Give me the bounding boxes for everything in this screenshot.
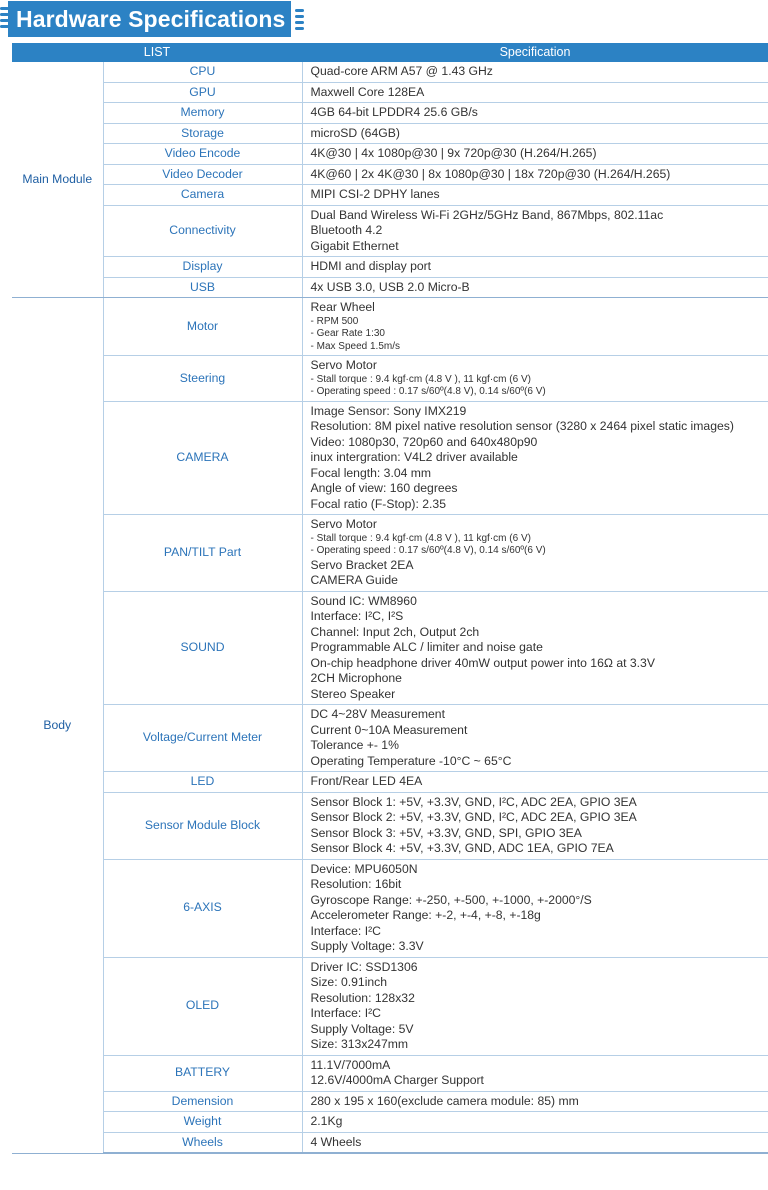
spec-line: Servo Bracket 2EA bbox=[310, 557, 414, 572]
spec-line: Resolution: 16bit bbox=[310, 877, 402, 891]
table-row bbox=[12, 123, 768, 144]
spec-line: Tolerance +- 1% bbox=[310, 738, 399, 752]
spec-line: Supply Voltage: 3.3V bbox=[310, 939, 424, 953]
item-cell: Display bbox=[103, 257, 302, 278]
category-cell: Body bbox=[12, 298, 103, 1154]
spec-cell bbox=[302, 792, 768, 859]
table-row bbox=[12, 277, 768, 298]
item-cell: GPU bbox=[103, 82, 302, 103]
spec-line: 4K@30 | 4x 1080p@30 | 9x 720p@30 (H.264/H.265) bbox=[310, 146, 597, 160]
spec-cell bbox=[302, 591, 768, 705]
spec-line: Operating Temperature -10°C ~ 65°C bbox=[310, 753, 512, 768]
spec-line: 4GB 64-bit LPDDR4 25.6 GB/s bbox=[310, 105, 478, 119]
spec-line: Supply Voltage: 5V bbox=[310, 1021, 414, 1036]
spec-line: 2CH Microphone bbox=[310, 671, 402, 685]
spec-cell bbox=[302, 298, 768, 356]
item-cell: Video Encode bbox=[103, 144, 302, 165]
spec-table-body bbox=[12, 62, 768, 1153]
table-row bbox=[12, 103, 768, 124]
spec-subline: - Gear Rate 1:30 bbox=[310, 328, 385, 339]
spec-subline: - Operating speed : 0.17 s/60º(4.8 V), 0.14 s/60º(6 V) bbox=[310, 386, 546, 397]
header-list: LIST bbox=[12, 43, 302, 62]
spec-line: DC 4~28V Measurement bbox=[310, 707, 445, 721]
table-row bbox=[12, 205, 768, 257]
spec-cell bbox=[302, 705, 768, 772]
table-row bbox=[12, 792, 768, 859]
spec-line: Focal ratio (F-Stop): 2.35 bbox=[310, 496, 446, 511]
spec-line: Driver IC: SSD1306 bbox=[310, 959, 418, 974]
table-row bbox=[12, 401, 768, 515]
item-cell: Wheels bbox=[103, 1132, 302, 1153]
table-row bbox=[12, 591, 768, 705]
spec-line: Gigabit Ethernet bbox=[310, 238, 399, 253]
spec-line: Sound IC: WM8960 bbox=[310, 593, 417, 608]
spec-line: 4K@60 | 2x 4K@30 | 8x 1080p@30 | 18x 720p@30 (H.264/H.265) bbox=[310, 166, 671, 181]
item-cell: OLED bbox=[103, 957, 302, 1055]
table-row bbox=[12, 185, 768, 206]
table-row bbox=[12, 1055, 768, 1091]
spec-line: Stereo Speaker bbox=[310, 686, 396, 701]
item-cell: Camera bbox=[103, 185, 302, 206]
header-spec: Specification bbox=[302, 43, 768, 62]
spec-table bbox=[12, 43, 768, 1154]
spec-line: Programmable ALC / limiter and noise gate bbox=[310, 640, 543, 654]
spec-subline: - Operating speed : 0.17 s/60º(4.8 V), 0.14 s/60º(6 V) bbox=[310, 545, 546, 556]
spec-line: Accelerometer Range: +-2, +-4, +-8, +-18g bbox=[310, 908, 541, 922]
item-cell: Connectivity bbox=[103, 205, 302, 257]
item-cell: 6-AXIS bbox=[103, 859, 302, 957]
table-row bbox=[12, 515, 768, 592]
item-cell: Memory bbox=[103, 103, 302, 124]
spec-cell bbox=[302, 103, 768, 124]
item-cell: Storage bbox=[103, 123, 302, 144]
title-bar bbox=[0, 0, 304, 38]
item-cell: Steering bbox=[103, 356, 302, 402]
spec-line: Device: MPU6050N bbox=[310, 861, 418, 876]
spec-subline: - Max Speed 1.5m/s bbox=[310, 340, 400, 352]
spec-cell bbox=[302, 144, 768, 165]
spec-line: Maxwell Core 128EA bbox=[310, 84, 425, 99]
spec-line: Image Sensor: Sony IMX219 bbox=[310, 403, 467, 418]
table-row bbox=[12, 144, 768, 165]
spec-line: Servo Motor bbox=[310, 517, 377, 531]
spec-cell bbox=[302, 164, 768, 185]
item-cell: USB bbox=[103, 277, 302, 298]
spec-line: Current 0~10A Measurement bbox=[310, 722, 468, 737]
spec-cell bbox=[302, 82, 768, 103]
spec-line: Dual Band Wireless Wi-Fi 2GHz/5GHz Band, 867Mbps, 802.11ac bbox=[310, 207, 664, 222]
spec-cell bbox=[302, 205, 768, 257]
spec-line: Interface: I²C, I²S bbox=[310, 609, 404, 623]
spec-cell bbox=[302, 859, 768, 957]
spec-line: Interface: I²C bbox=[310, 1006, 381, 1020]
table-row bbox=[12, 1132, 768, 1153]
spec-line: Channel: Input 2ch, Output 2ch bbox=[310, 624, 480, 639]
table-row bbox=[12, 82, 768, 103]
table-row bbox=[12, 957, 768, 1055]
item-cell: Weight bbox=[103, 1112, 302, 1133]
category-cell: Main Module bbox=[12, 62, 103, 298]
table-row bbox=[12, 298, 768, 356]
spec-cell bbox=[302, 257, 768, 278]
title-decoration-left bbox=[0, 7, 9, 28]
item-cell: BATTERY bbox=[103, 1055, 302, 1091]
spec-cell bbox=[302, 1091, 768, 1112]
item-cell: Motor bbox=[103, 298, 302, 356]
spec-cell bbox=[302, 515, 768, 592]
table-row bbox=[12, 62, 768, 82]
spec-cell bbox=[302, 401, 768, 515]
spec-line: 12.6V/4000mA Charger Support bbox=[310, 1073, 484, 1087]
spec-line: Size: 313x247mm bbox=[310, 1037, 409, 1051]
spec-cell bbox=[302, 957, 768, 1055]
page-title: Hardware Specifications bbox=[16, 5, 286, 32]
spec-subline: - Stall torque : 9.4 kgf·cm (4.8 V ), 11 kgf·cm (6 V) bbox=[310, 373, 531, 385]
spec-subline: - RPM 500 bbox=[310, 315, 359, 327]
spec-cell bbox=[302, 1132, 768, 1153]
spec-cell bbox=[302, 277, 768, 298]
table-row bbox=[12, 705, 768, 772]
spec-line: Resolution: 8M pixel native resolution sensor (3280 x 2464 pixel static images) bbox=[310, 419, 734, 433]
spec-cell bbox=[302, 772, 768, 793]
table-row bbox=[12, 356, 768, 402]
item-cell: PAN/TILT Part bbox=[103, 515, 302, 592]
table-row bbox=[12, 1091, 768, 1112]
title-decoration-right bbox=[295, 9, 304, 30]
spec-line: MIPI CSI-2 DPHY lanes bbox=[310, 187, 440, 201]
spec-line: 2.1Kg bbox=[310, 1114, 343, 1128]
item-cell: Demension bbox=[103, 1091, 302, 1112]
spec-line: microSD (64GB) bbox=[310, 125, 400, 140]
spec-line: On-chip headphone driver 40mW output power into 16Ω at 3.3V bbox=[310, 655, 655, 670]
title-box bbox=[8, 1, 291, 37]
item-cell: Voltage/Current Meter bbox=[103, 705, 302, 772]
spec-line: Video: 1080p30, 720p60 and 640x480p90 bbox=[310, 434, 538, 449]
spec-line: Servo Motor bbox=[310, 358, 377, 372]
table-row bbox=[12, 772, 768, 793]
spec-line: 280 x 195 x 160(exclude camera module: 85) mm bbox=[310, 1093, 579, 1108]
spec-line: Interface: I²C bbox=[310, 923, 381, 938]
spec-line: Resolution: 128x32 bbox=[310, 990, 415, 1005]
spec-line: 11.1V/7000mA bbox=[310, 1057, 391, 1072]
item-cell: Sensor Module Block bbox=[103, 792, 302, 859]
spec-line: Sensor Block 2: +5V, +3.3V, GND, I²C, ADC 2EA, GPIO 3EA bbox=[310, 810, 637, 824]
spec-line: HDMI and display port bbox=[310, 259, 432, 273]
spec-cell bbox=[302, 1055, 768, 1091]
table-header-row bbox=[12, 43, 768, 62]
spec-line: Focal length: 3.04 mm bbox=[310, 465, 432, 480]
spec-line: Sensor Block 4: +5V, +3.3V, GND, ADC 1EA, GPIO 7EA bbox=[310, 841, 614, 855]
spec-cell bbox=[302, 356, 768, 402]
spec-cell bbox=[302, 185, 768, 206]
spec-cell bbox=[302, 123, 768, 144]
spec-line: CAMERA Guide bbox=[310, 573, 398, 587]
spec-line: inux intergration: V4L2 driver available bbox=[310, 450, 518, 464]
spec-cell bbox=[302, 62, 768, 82]
table-row bbox=[12, 859, 768, 957]
spec-line: Gyroscope Range: +-250, +-500, +-1000, +-2000°/S bbox=[310, 892, 592, 907]
spec-line: 4x USB 3.0, USB 2.0 Micro-B bbox=[310, 279, 470, 294]
spec-subline: - Stall torque : 9.4 kgf·cm (4.8 V ), 11 kgf·cm (6 V) bbox=[310, 532, 531, 544]
spec-line: Sensor Block 3: +5V, +3.3V, GND, SPI, GPIO 3EA bbox=[310, 825, 582, 840]
spec-line: 4 Wheels bbox=[310, 1134, 362, 1149]
spec-line: Rear Wheel bbox=[310, 300, 375, 314]
spec-line: Angle of view: 160 degrees bbox=[310, 481, 458, 495]
item-cell: CAMERA bbox=[103, 401, 302, 515]
item-cell: CPU bbox=[103, 62, 302, 82]
spec-line: Front/Rear LED 4EA bbox=[310, 774, 423, 788]
spec-line: Sensor Block 1: +5V, +3.3V, GND, I²C, ADC 2EA, GPIO 3EA bbox=[310, 794, 637, 809]
item-cell: SOUND bbox=[103, 591, 302, 705]
table-row bbox=[12, 1112, 768, 1133]
spec-line: Quad-core ARM A57 @ 1.43 GHz bbox=[310, 64, 493, 78]
item-cell: Video Decoder bbox=[103, 164, 302, 185]
table-row bbox=[12, 257, 768, 278]
item-cell: LED bbox=[103, 772, 302, 793]
spec-line: Size: 0.91inch bbox=[310, 975, 388, 989]
spec-cell bbox=[302, 1112, 768, 1133]
table-row bbox=[12, 164, 768, 185]
spec-line: Bluetooth 4.2 bbox=[310, 223, 383, 237]
